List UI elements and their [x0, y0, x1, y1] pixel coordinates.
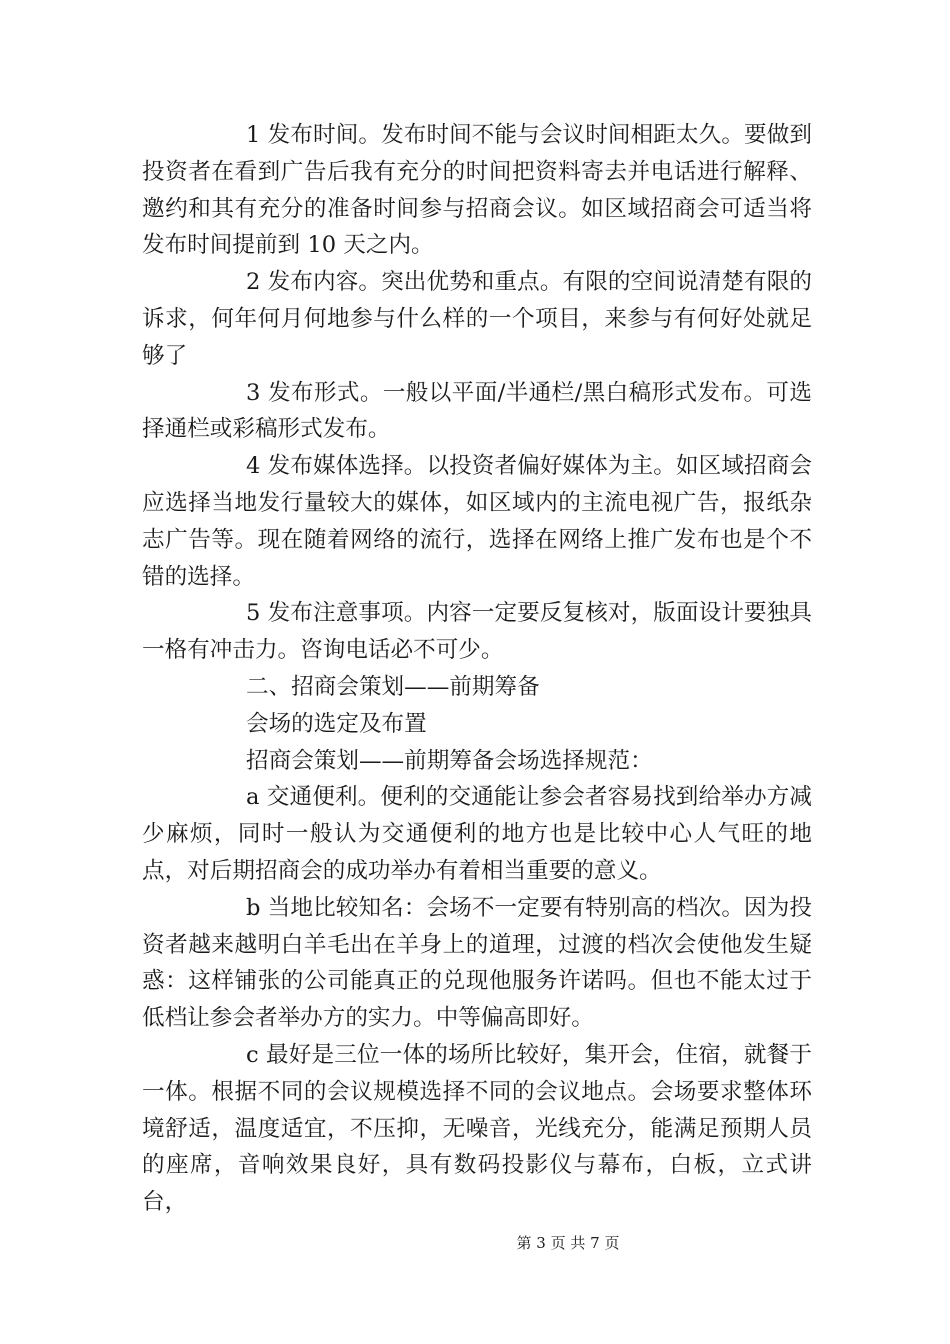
paragraph-publish-time: 1 发布时间。发布时间不能与会议时间相距太久。要做到投资者在看到广告后我有充分的时间把资料寄去并电话进行解释、邀约和其有充分的准备时间参与招商会议。如区域招商会可适当将发布时间提前到 10 天之内。 — [142, 122, 812, 259]
paragraph-media-selection: 4 发布媒体选择。以投资者偏好媒体为主。如区域招商会应选择当地发行量较大的媒体，如区域内的主流电视广告，报纸杂志广告等。现在随着网络的流行，选择在网络上推广发布也是个不错的选择。 — [142, 453, 812, 590]
subheading-venue: 会场的选定及布置 — [246, 710, 427, 737]
section-heading-preparation: 二、招商会策划——前期筹备 — [246, 673, 540, 700]
page-number: 第 3 页 共 7 页 — [516, 1234, 620, 1252]
paragraph-rule-b: b 当地比较知名：会场不一定要有特别高的档次。因为投资者越来越明白羊毛出在羊身上的道理，过渡的档次会使他发生疑惑：这样铺张的公司能真正的兑现他服务许诺吗。但也不能太过于低档让参会者举办方的实力。中等偏高即好。 — [142, 894, 812, 1032]
paragraph-publish-form: 3 发布形式。一般以平面/半通栏/黑白稿形式发布。可选择通栏或彩稿形式发布。 — [142, 379, 812, 443]
document-body — [142, 117, 812, 1221]
paragraph-publish-notes: 5 发布注意事项。内容一定要反复核对，版面设计要独具一格有冲击力。咨询电话必不可少。 — [142, 600, 812, 664]
paragraph-rule-a: a 交通便利。便利的交通能让参会者容易找到给举办方减少麻烦，同时一般认为交通便利的地方也是比较中心人气旺的地点，对后期招商会的成功举办有着相当重要的意义。 — [142, 784, 812, 884]
paragraph-rule-c: c 最好是三位一体的场所比较好，集开会，住宿，就餐于一体。根据不同的会议规模选择不同的会议地点。会场要求整体环境舒适，温度适宜，不压抑，无噪音，光线充分，能满足预期人员的座席，音响效果良好，具有数码投影仪与幕布，白板，立式讲台， — [142, 1041, 812, 1216]
subheading-venue-rules: 招商会策划——前期筹备会场选择规范： — [246, 747, 653, 774]
paragraph-publish-content: 2 发布内容。突出优势和重点。有限的空间说清楚有限的诉求，何年何月何地参与什么样的一个项目，来参与有何好处就足够了 — [142, 269, 812, 369]
page-footer — [0, 1232, 950, 1253]
